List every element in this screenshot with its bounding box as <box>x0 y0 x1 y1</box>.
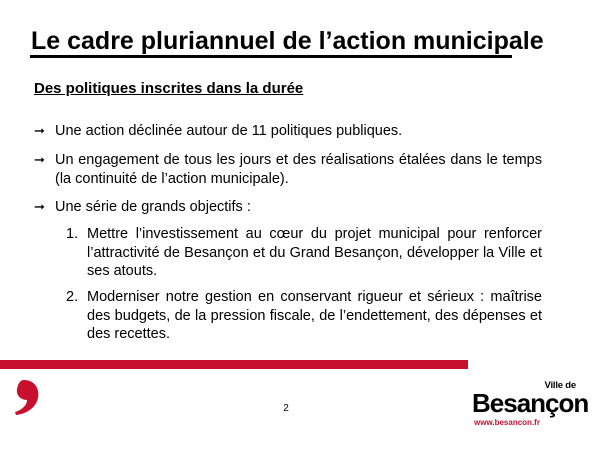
objective-text: Mettre l’investissement au cœur du projet municipal pour renforcer l’attractivité de Besançon et du Grand Besançon, développer la Ville et ses atouts. <box>87 226 542 279</box>
arrow-right-icon: ➞ <box>34 199 45 214</box>
ville-de-besancon-logo <box>468 380 589 430</box>
objective-text: Moderniser notre gestion en conservant rigueur et sérieux : maîtrise des budgets, de la pression fiscale, de l’endettement, des dépenses et des recettes. <box>87 289 542 342</box>
bullet-item <box>34 151 542 188</box>
logo-name: Besançon <box>472 388 589 418</box>
bullet-text: Un engagement de tous les jours et des réalisations étalées dans le temps (la continuité de l’action municipale). <box>55 152 542 187</box>
title-underline <box>30 55 512 58</box>
objective-number: 1. <box>66 226 79 242</box>
bullet-item <box>34 198 542 217</box>
slide-title: Le cadre pluriannuel de l’action municipale <box>31 27 544 55</box>
objective-item <box>66 225 542 281</box>
footer-red-bar <box>0 360 468 369</box>
bullet-item <box>34 122 542 141</box>
logo-ville-label: Ville de <box>544 380 576 391</box>
page-number: 2 <box>283 403 289 414</box>
objective-item <box>66 288 542 344</box>
bullet-text: Une série de grands objectifs : <box>55 199 251 215</box>
section-subtitle: Des politiques inscrites dans la durée <box>34 80 304 97</box>
red-comma-icon <box>10 378 44 416</box>
arrow-right-icon: ➞ <box>34 123 45 138</box>
objective-number: 2. <box>66 289 79 305</box>
bullet-text: Une action déclinée autour de 11 politiques publiques. <box>55 123 403 139</box>
arrow-right-icon: ➞ <box>34 152 45 167</box>
logo-url: www.besancon.fr <box>474 418 540 427</box>
